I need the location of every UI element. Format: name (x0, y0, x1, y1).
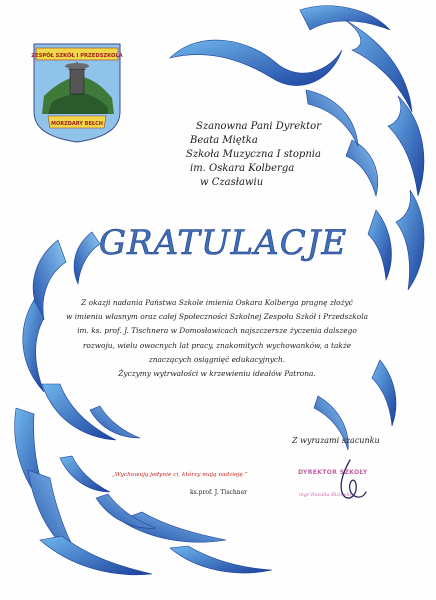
body-line: rozwoju, wielu owocnych lat pracy, znakomitych wychowanków, a także (82, 340, 352, 350)
body-line: w imieniu własnym oraz całej Społeczności Szkolnej Zespołu Szkół i Przedszkola (66, 312, 368, 322)
stamp-title: DYREKTOR SZKOŁY (298, 469, 368, 476)
emblem-banner-text: ZESPÓŁ SZKÓŁ I PRZEDSZKOLA (31, 53, 123, 59)
closing-text: Z wyrazami szacunku (292, 436, 380, 445)
heading-text: GRATULACJE (98, 223, 348, 263)
body-line: Z okazji nadania Państwa Szkole imienia Oskara Kolberga pragnę złożyć (81, 298, 353, 307)
addressee-block (174, 120, 404, 190)
body-line: Życzymy wytrwałości w krzewieniu ideałów Patrona. (118, 369, 316, 379)
heading (98, 222, 348, 263)
addressee-town: w Czasławiu (200, 177, 264, 188)
addressee-patron: im. Oskara Kolberga (190, 163, 295, 174)
stamp-name: mgr Rozalia Bizinski (299, 492, 352, 498)
addressee-name: Beata Miętka (190, 135, 258, 146)
addressee-salutation: Szanowna Pani Dyrektor (196, 121, 321, 132)
body-line: im. ks. prof. J. Tischnera w Domosławicach najszczersze życzenia dalszego (77, 326, 357, 336)
school-emblem (30, 40, 124, 144)
letter-body (48, 296, 386, 381)
quote-author: ks.prof. J. Tischner (190, 489, 248, 496)
body-line: znaczących osiągnięć edukacyjnych. (148, 354, 286, 364)
patron-quote: „Wychowują jedynie ci, którzy mają nadzieję.” (112, 472, 248, 478)
handwritten-signature (322, 456, 372, 506)
addressee-school: Szkoła Muzyczna I stopnia (186, 149, 321, 160)
ornament-bottom-left (15, 384, 272, 575)
emblem-footer-text: MORZDARY BEŁCH (51, 121, 103, 127)
